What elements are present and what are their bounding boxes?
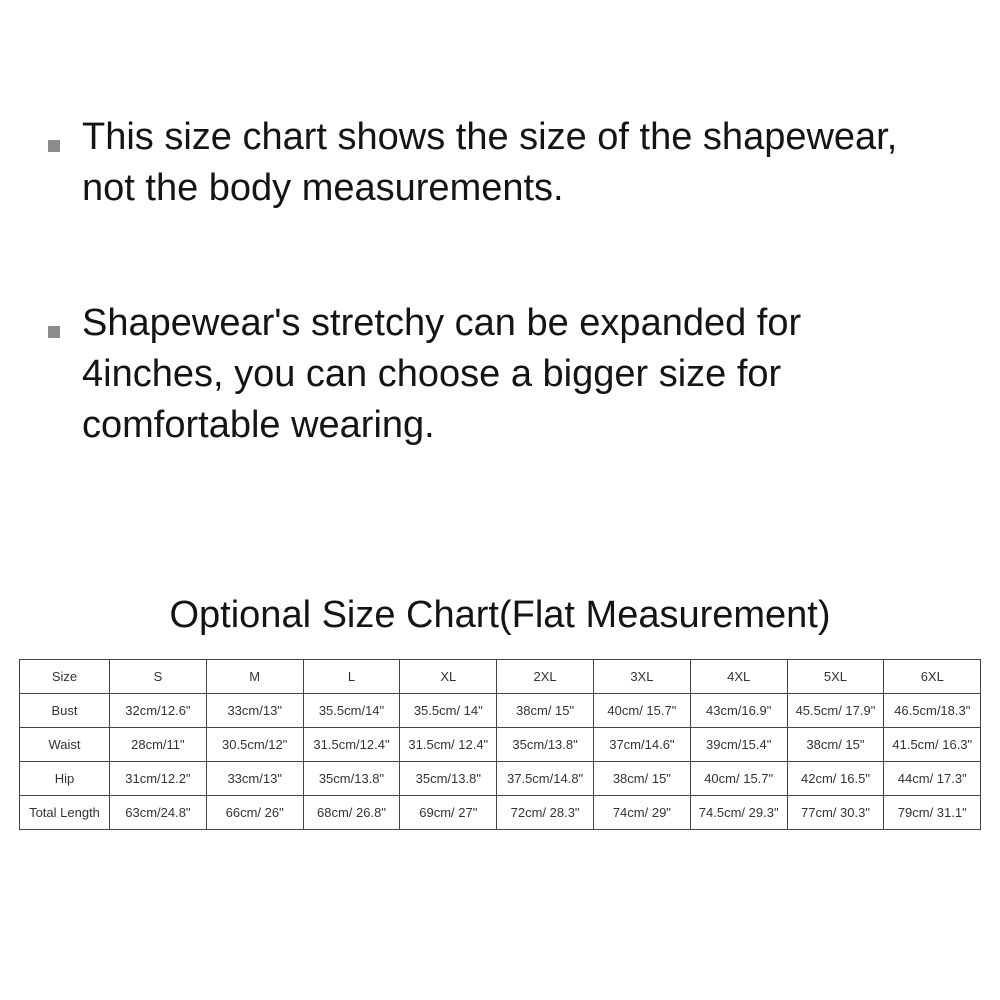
size-chart-title: Optional Size Chart(Flat Measurement) xyxy=(169,594,831,636)
table-cell: 43cm/16.9" xyxy=(690,694,787,728)
square-bullet-icon xyxy=(48,326,60,338)
table-cell: 31.5cm/ 12.4" xyxy=(400,728,497,762)
table-cell: 31.5cm/12.4" xyxy=(303,728,400,762)
table-row xyxy=(20,728,981,762)
row-label-cell: Waist xyxy=(20,728,110,762)
table-cell: 41.5cm/ 16.3" xyxy=(884,728,981,762)
table-header-row xyxy=(20,660,981,694)
note-item xyxy=(48,298,948,451)
header-cell: XL xyxy=(400,660,497,694)
table-cell: 33cm/13" xyxy=(206,694,303,728)
row-label-cell: Bust xyxy=(20,694,110,728)
table-cell: 40cm/ 15.7" xyxy=(593,694,690,728)
table-cell: 69cm/ 27" xyxy=(400,796,497,830)
table-cell: 33cm/13" xyxy=(206,762,303,796)
header-cell: L xyxy=(303,660,400,694)
header-cell: 6XL xyxy=(884,660,981,694)
table-cell: 38cm/ 15" xyxy=(497,694,594,728)
row-label-cell: Hip xyxy=(20,762,110,796)
header-cell: S xyxy=(110,660,207,694)
table-cell: 31cm/12.2" xyxy=(110,762,207,796)
header-cell: M xyxy=(206,660,303,694)
table-cell: 79cm/ 31.1" xyxy=(884,796,981,830)
table-cell: 28cm/11" xyxy=(110,728,207,762)
header-cell: 3XL xyxy=(593,660,690,694)
header-cell: 5XL xyxy=(787,660,884,694)
table-cell: 32cm/12.6" xyxy=(110,694,207,728)
table-cell: 44cm/ 17.3" xyxy=(884,762,981,796)
table-cell: 30.5cm/12" xyxy=(206,728,303,762)
row-label-cell: Total Length xyxy=(20,796,110,830)
table-cell: 72cm/ 28.3" xyxy=(497,796,594,830)
table-cell: 68cm/ 26.8" xyxy=(303,796,400,830)
note-text: This size chart shows the size of the shapewear, not the body measurements. xyxy=(82,116,898,209)
table-cell: 46.5cm/18.3" xyxy=(884,694,981,728)
note-item xyxy=(48,112,948,214)
table-cell: 35cm/13.8" xyxy=(400,762,497,796)
table-cell: 42cm/ 16.5" xyxy=(787,762,884,796)
table-row xyxy=(20,694,981,728)
note-text: Shapewear's stretchy can be expanded for 4inches, you can choose a bigger size for comfortable wearing. xyxy=(82,302,802,446)
table-row xyxy=(20,796,981,830)
size-chart-table xyxy=(19,659,981,830)
table-cell: 38cm/ 15" xyxy=(787,728,884,762)
header-cell: 2XL xyxy=(497,660,594,694)
header-cell: 4XL xyxy=(690,660,787,694)
table-cell: 35cm/13.8" xyxy=(303,762,400,796)
table-cell: 63cm/24.8" xyxy=(110,796,207,830)
table-cell: 37cm/14.6" xyxy=(593,728,690,762)
table-cell: 45.5cm/ 17.9" xyxy=(787,694,884,728)
table-cell: 35cm/13.8" xyxy=(497,728,594,762)
table-cell: 77cm/ 30.3" xyxy=(787,796,884,830)
table-cell: 37.5cm/14.8" xyxy=(497,762,594,796)
table-cell: 40cm/ 15.7" xyxy=(690,762,787,796)
square-bullet-icon xyxy=(48,140,60,152)
table-row xyxy=(20,762,981,796)
table-cell: 39cm/15.4" xyxy=(690,728,787,762)
header-cell: Size xyxy=(20,660,110,694)
table-cell: 66cm/ 26" xyxy=(206,796,303,830)
table-cell: 38cm/ 15" xyxy=(593,762,690,796)
table-cell: 74cm/ 29" xyxy=(593,796,690,830)
table-cell: 35.5cm/ 14" xyxy=(400,694,497,728)
table-cell: 74.5cm/ 29.3" xyxy=(690,796,787,830)
table-cell: 35.5cm/14" xyxy=(303,694,400,728)
